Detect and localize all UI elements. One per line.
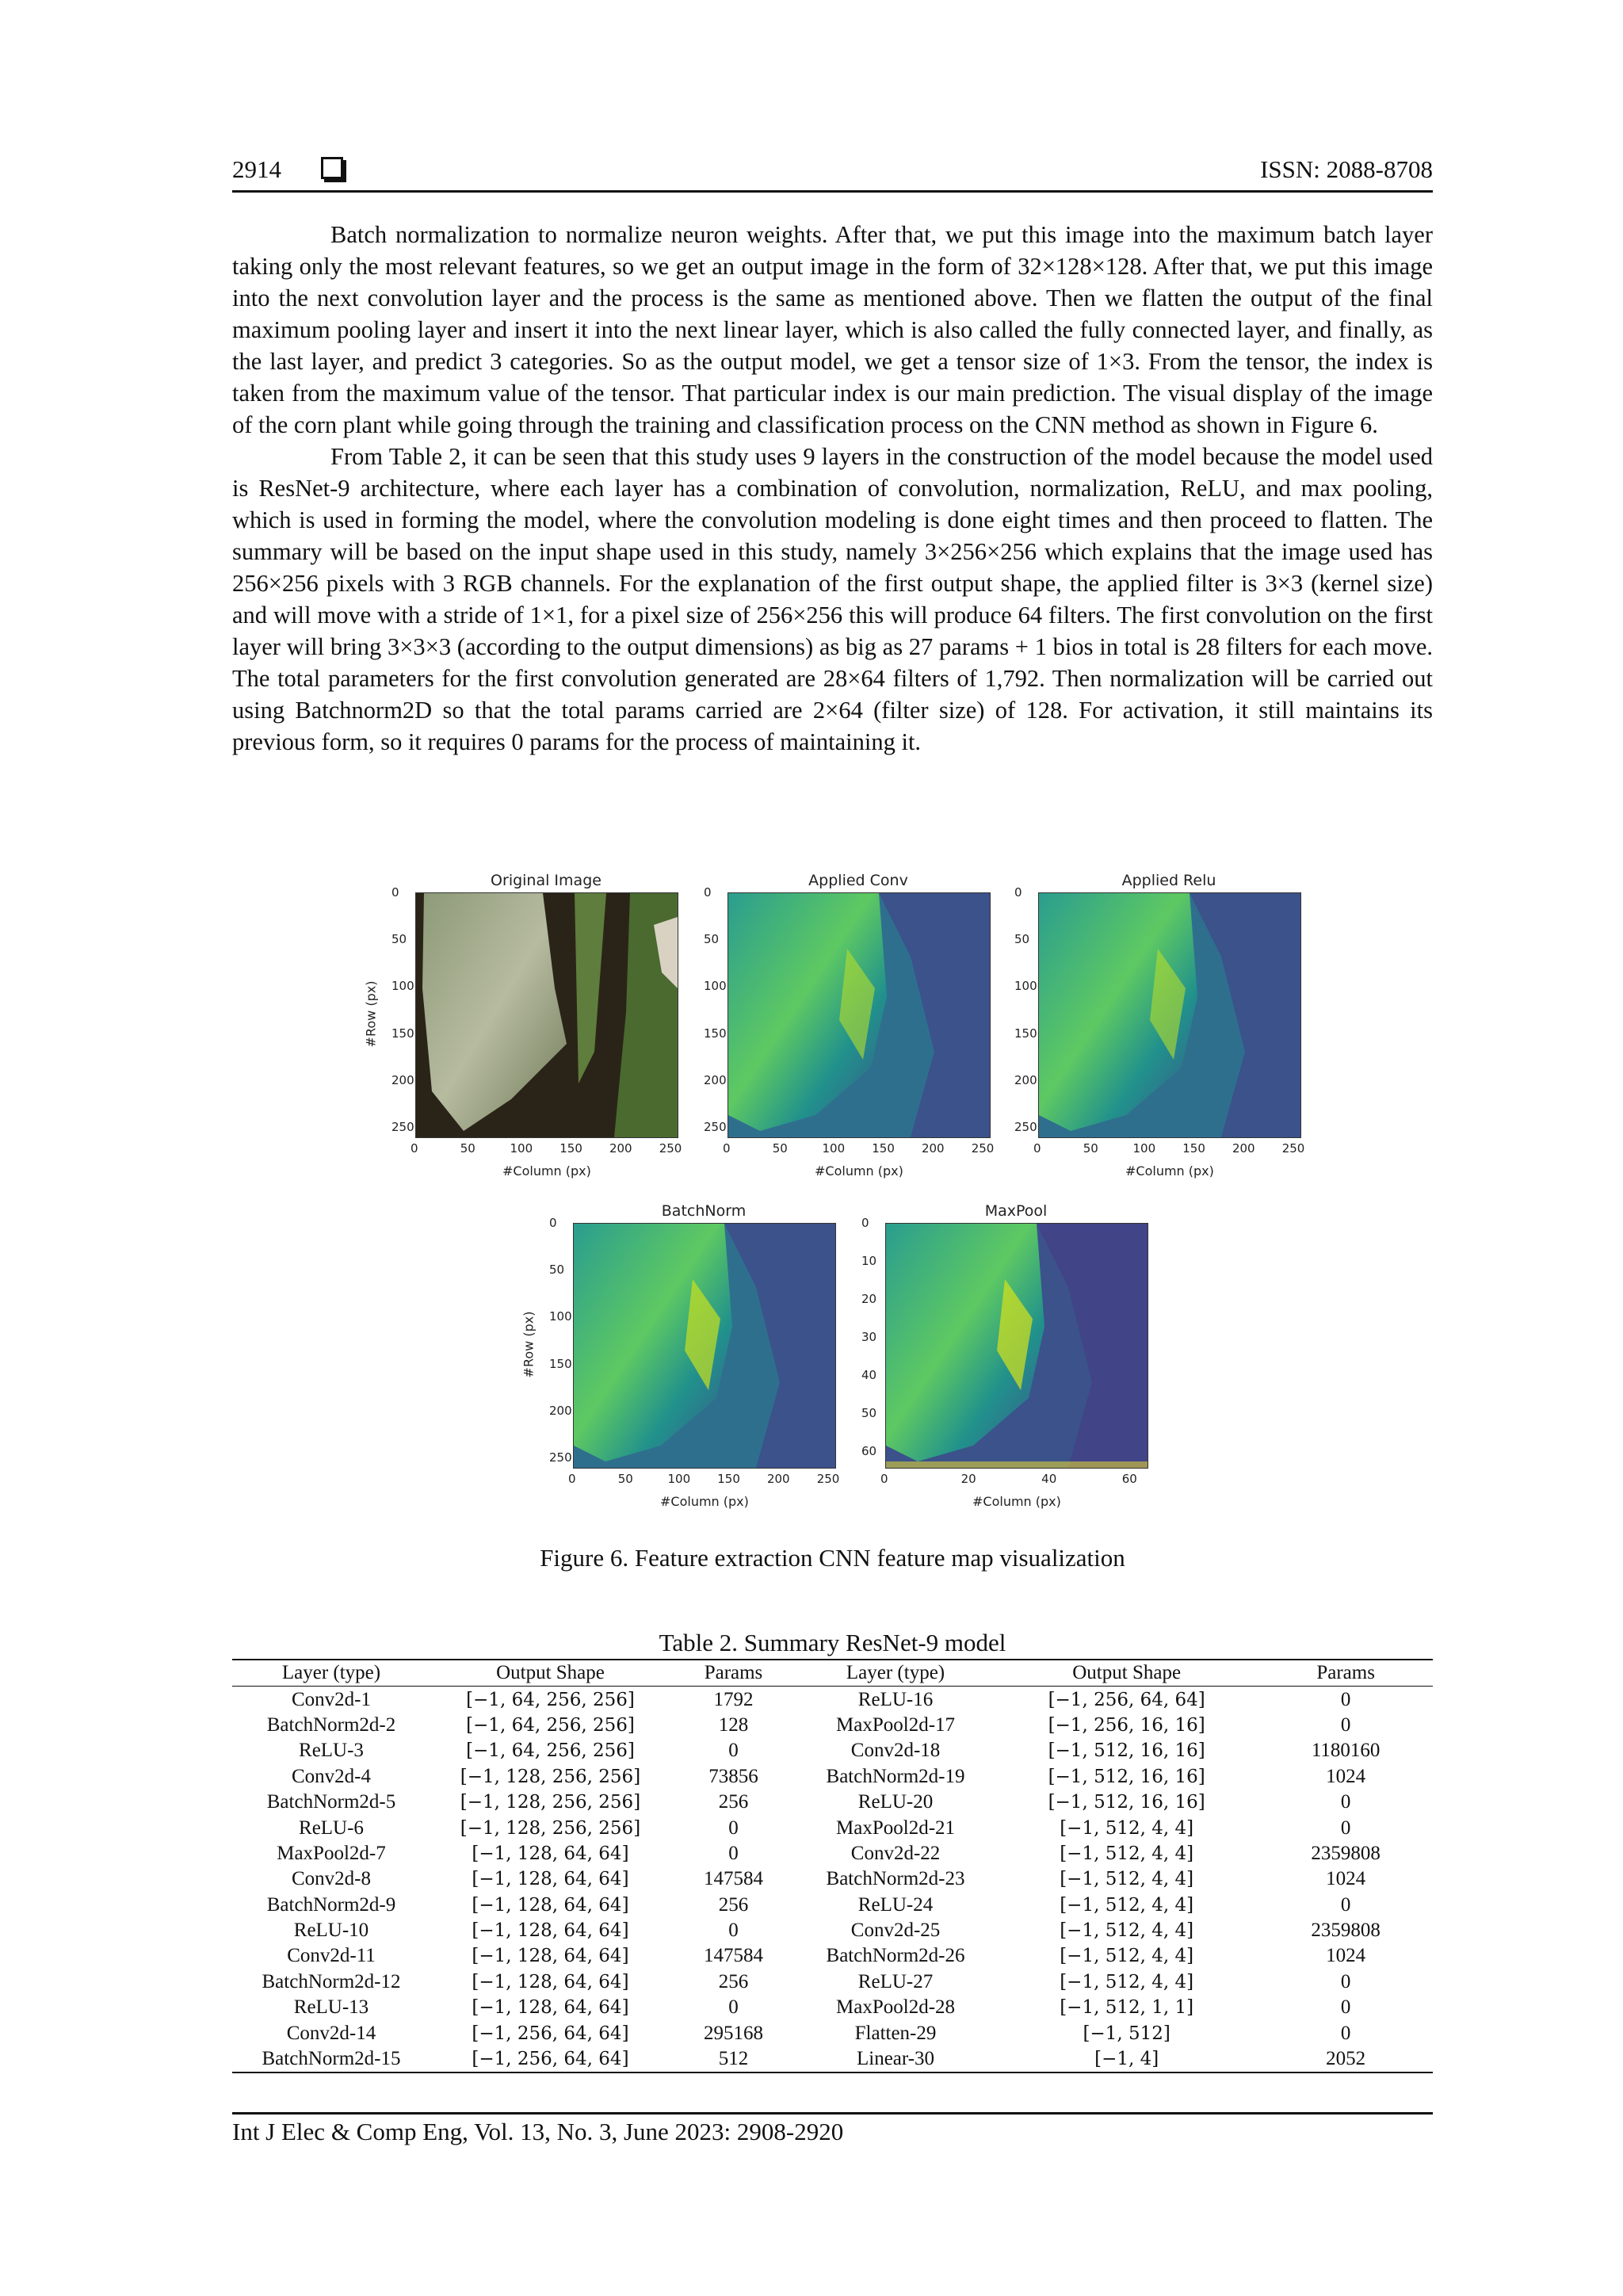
table-row (232, 1841, 1433, 1866)
table-row (232, 1738, 1433, 1763)
table-cell: ReLU-20 (857, 1791, 934, 1813)
table-cell: [−1, 128, 64, 64] (472, 1843, 629, 1864)
y-tick-label: 100 (549, 1309, 572, 1324)
table-cell: 0 (728, 1920, 739, 1942)
table-cell: 1024 (1326, 1945, 1366, 1967)
table-cell: 2052 (1258, 2046, 1433, 2073)
table-cell: [−1, 128, 64, 64] (472, 1920, 629, 1942)
x-tick-label: 0 (723, 1141, 731, 1156)
table-cell: MaxPool2d-21 (836, 1817, 956, 1839)
x-tick-label: 100 (1132, 1141, 1156, 1156)
table-cell: 1792 (713, 1688, 754, 1710)
x-tick-label: 200 (609, 1141, 632, 1156)
paragraph-1: Batch normalization to normalize neuron weights. After that, we put this image into the maximum batch layer taking only the most relevant features, so we get an output image in the form of 32×128×128. After that, we put this image into the next convolution layer and the process is the same as mentioned above. Then we flatten the output of the final maximum pooling layer and insert it into the next linear layer, which is also called the fully connected layer, and finally, as the last layer, and predict 3 categories. So as the output model, we get a tensor size of 1×3. From the tensor, the index is taken from the maximum value of the tensor. That particular index is our main prediction. The visual display of the image of the corn plant while going through the training and classification process on the CNN method as shown in Figure 6. (232, 221, 1433, 438)
table-cell: [−1, 128, 256, 256] (460, 1792, 641, 1813)
table-cell: Conv2d-22 (850, 1842, 941, 1864)
header-cell: Output Shape (430, 1660, 670, 1687)
table-cell: Conv2d-8 (291, 1868, 371, 1890)
x-tick-label: 250 (659, 1141, 682, 1156)
y-tick-label: 250 (391, 1120, 414, 1135)
table-cell: 1024 (1326, 1765, 1366, 1787)
y-tick-label: 150 (704, 1026, 727, 1041)
table-cell: Conv2d-4 (291, 1765, 371, 1787)
table-cell: [−1, 512, 4, 4] (1060, 1920, 1194, 1942)
header-cell: Layer (type) (232, 1660, 430, 1687)
table-cell: 0 (728, 1996, 739, 2019)
table-cell: MaxPool2d-28 (836, 1996, 956, 2019)
x-tick-label: 250 (1281, 1141, 1305, 1156)
table-cell: 1024 (1326, 1868, 1366, 1890)
table-cell: 128 (718, 1713, 749, 1736)
x-tick-label: 100 (822, 1141, 846, 1156)
y-tick-label: 250 (549, 1450, 572, 1465)
y-tick-label: 200 (549, 1403, 572, 1418)
table-cell: Conv2d-25 (850, 1920, 941, 1942)
y-tick-label: 50 (1014, 932, 1030, 947)
table-row (232, 1918, 1433, 1943)
original-image-plot (415, 892, 678, 1138)
table-cell: 0 (1340, 1817, 1351, 1839)
x-tick-label: 60 (1121, 1472, 1137, 1486)
y-tick-label: 200 (391, 1072, 414, 1087)
y-tick-label: 200 (1014, 1072, 1037, 1087)
table-cell: [−1, 128, 256, 256] (460, 1817, 641, 1839)
table-cell: 147584 (704, 1945, 763, 1967)
panel-original-image (415, 872, 677, 1137)
table-cell: [−1, 256, 64, 64] (1048, 1689, 1205, 1710)
x-tick-label: 100 (510, 1141, 533, 1156)
table-cell: [−1, 512, 1, 1] (1060, 1997, 1194, 2019)
xlabel-panel-1: #Column (px) (502, 1163, 591, 1179)
table-cell: 0 (1340, 1893, 1351, 1916)
table-cell: ReLU-13 (293, 1996, 369, 2019)
y-tick-label: 40 (861, 1367, 877, 1382)
xlabel-panel-2: #Column (px) (815, 1163, 903, 1179)
xlabel-panel-3: #Column (px) (1125, 1163, 1214, 1179)
table-cell: ReLU-6 (299, 1817, 364, 1839)
maxpool-plot (885, 1223, 1148, 1469)
page-number (232, 155, 343, 184)
x-tick-label: 50 (1083, 1141, 1098, 1156)
panel-title: Original Image (491, 872, 601, 889)
table-cell: 295168 (704, 2022, 763, 2044)
panel-title: Applied Relu (1121, 872, 1216, 889)
table-cell: BatchNorm2d-15 (232, 2046, 430, 2073)
table-cell: Conv2d-11 (287, 1945, 376, 1967)
table-cell: [−1, 512, 16, 16] (1048, 1740, 1205, 1762)
y-tick-label: 0 (391, 885, 399, 900)
table-row (232, 2020, 1433, 2046)
table-row (232, 1764, 1433, 1790)
x-tick-label: 0 (411, 1141, 418, 1156)
table-cell: [−1, 256, 64, 64] (430, 2046, 670, 2073)
x-tick-label: 200 (766, 1472, 790, 1486)
header-cell: Params (670, 1660, 796, 1687)
table-header-row (232, 1660, 1433, 1687)
table-cell: 0 (1340, 1713, 1351, 1736)
table-row (232, 1687, 1433, 1713)
y-tick-label: 0 (861, 1216, 869, 1230)
table-cell: BatchNorm2d-2 (266, 1713, 396, 1736)
table-cell: Conv2d-1 (291, 1688, 371, 1710)
table-cell: 147584 (704, 1868, 763, 1890)
ylabel-panel-1: #Row (px) (363, 980, 379, 1048)
y-tick-label: 50 (861, 1405, 877, 1420)
table-cell: [−1, 64, 256, 256] (466, 1689, 635, 1710)
table-row (232, 1995, 1433, 2020)
table-cell: 0 (728, 1740, 739, 1762)
table-cell: [−1, 512, 4, 4] (1060, 1946, 1194, 1967)
table-cell: BatchNorm2d-12 (262, 1970, 401, 1992)
ylabel-panel-4: #Row (px) (521, 1311, 537, 1378)
y-tick-label: 150 (549, 1356, 572, 1371)
table-cell: [−1, 64, 256, 256] (466, 1740, 635, 1762)
table-cell: 0 (1340, 1970, 1351, 1992)
panel-applied-conv (727, 872, 989, 1137)
y-tick-label: 30 (861, 1329, 877, 1344)
y-tick-label: 20 (861, 1291, 877, 1306)
x-tick-label: 20 (960, 1472, 976, 1486)
table-cell: [−1, 128, 64, 64] (472, 1869, 629, 1890)
footer-citation: Int J Elec & Comp Eng, Vol. 13, No. 3, June 2023: 2908-2920 (232, 2118, 844, 2145)
y-tick-label: 0 (1014, 885, 1022, 900)
table-cell: [−1, 128, 64, 64] (472, 1894, 629, 1916)
table-cell: MaxPool2d-17 (836, 1713, 956, 1736)
table-row (232, 2046, 1433, 2073)
panel-title: MaxPool (984, 1202, 1048, 1220)
x-tick-label: 0 (880, 1472, 888, 1486)
table-row (232, 1893, 1433, 1918)
table-cell: 2359808 (1311, 1920, 1381, 1942)
table-cell: 1180160 (1311, 1740, 1381, 1762)
table-cell: 2359808 (1311, 1842, 1381, 1864)
x-tick-label: 150 (717, 1472, 740, 1486)
x-tick-label: 250 (816, 1472, 840, 1486)
y-tick-label: 200 (704, 1072, 727, 1087)
footer-rule (232, 2112, 1433, 2115)
table-cell: [−1, 512, 4, 4] (1060, 1817, 1194, 1839)
y-tick-label: 10 (861, 1253, 877, 1268)
x-tick-label: 0 (1033, 1141, 1041, 1156)
table-cell: BatchNorm2d-23 (826, 1868, 965, 1890)
table-cell: ReLU-16 (857, 1688, 934, 1710)
header-cell: Output Shape (995, 1660, 1258, 1687)
table-cell: [−1, 64, 256, 256] (466, 1714, 635, 1736)
table-row (232, 1815, 1433, 1840)
x-tick-label: 200 (1232, 1141, 1255, 1156)
y-tick-label: 100 (1014, 979, 1037, 994)
table-cell: ReLU-24 (857, 1893, 934, 1916)
x-tick-label: 200 (921, 1141, 945, 1156)
x-tick-label: 150 (559, 1141, 582, 1156)
panel-batchnorm (573, 1202, 834, 1467)
table-row (232, 1790, 1433, 1815)
x-tick-label: 0 (568, 1472, 576, 1486)
table-cell: Linear-30 (796, 2046, 995, 2073)
applied-conv-plot (727, 892, 991, 1138)
x-tick-label: 50 (617, 1472, 633, 1486)
y-tick-label: 250 (704, 1120, 727, 1135)
table-cell: 0 (1340, 1996, 1351, 2019)
table-cell: 0 (728, 1817, 739, 1839)
applied-relu-plot (1038, 892, 1301, 1138)
x-tick-label: 150 (1182, 1141, 1205, 1156)
table-cell: [−1, 512, 16, 16] (1048, 1766, 1205, 1787)
body-text (232, 219, 1433, 758)
table-cell: 73856 (708, 1765, 758, 1787)
table-cell: [−1, 512, 16, 16] (1048, 1792, 1205, 1813)
table-row (232, 1969, 1433, 1995)
table-cell: Conv2d-14 (286, 2022, 376, 2044)
table-cell: [−1, 512, 4, 4] (1060, 1894, 1194, 1916)
batchnorm-plot (573, 1223, 836, 1469)
y-tick-label: 50 (704, 932, 720, 947)
xlabel-panel-4: #Column (px) (660, 1494, 749, 1509)
table-cell: [−1, 128, 64, 64] (472, 1971, 629, 1992)
x-tick-label: 100 (667, 1472, 691, 1486)
paragraph-2: From Table 2, it can be seen that this study uses 9 layers in the construction of the model because the model used is ResNet-9 architecture, where each layer has a combination of convolution, normalization, ReLU, and max pooling, which is used in forming the model, where the convolution modeling is done eight times and then proceed to flatten. The summary will be based on the input shape used in this study, namely 3×256×256 which explains that the image used has 256×256 pixels with 3 RGB channels. For the explanation of the first output shape, the applied filter is 3×3 (kernel size) and will move with a stride of 1×1, for a pixel size of 256×256 this will produce 64 filters. The first convolution on the first layer will bring 3×3×3 (according to the output dimensions) as big as 27 params + 1 bios in total is 28 filters for each move. The total parameters for the first convolution generated are 28×64 filters of 1,792. Then normalization will be carried out using Batchnorm2D so that the total params carried are 2×64 (filter size) of 128. For activation, it still maintains its previous form, so it requires 0 params for the process of maintaining it. (232, 443, 1433, 755)
table-row (232, 1713, 1433, 1738)
table-cell: [−1, 512, 4, 4] (1060, 1971, 1194, 1992)
header-rule (232, 190, 1433, 193)
header-cell: Layer (type) (796, 1660, 995, 1687)
table-cell: BatchNorm2d-9 (266, 1893, 396, 1916)
table-cell: ReLU-10 (293, 1920, 369, 1942)
figure-caption: Figure 6. Feature extraction CNN feature map visualization (540, 1544, 1125, 1572)
table-caption: Table 2. Summary ResNet-9 model (659, 1629, 1006, 1656)
x-tick-label: 40 (1041, 1472, 1057, 1486)
issn: ISSN: 2088-8708 (1260, 155, 1433, 183)
y-tick-label: 60 (861, 1443, 877, 1458)
table-cell: [−1, 256, 64, 64] (472, 2023, 629, 2044)
table-cell: BatchNorm2d-19 (826, 1765, 965, 1787)
y-tick-label: 100 (704, 979, 727, 994)
table-cell: 0 (1340, 1688, 1351, 1710)
y-tick-label: 50 (549, 1263, 565, 1278)
table-cell: [−1, 512, 4, 4] (1060, 1869, 1194, 1890)
y-tick-label: 0 (549, 1216, 557, 1230)
summary-table (232, 1659, 1433, 2073)
table-cell: 0 (728, 1842, 739, 1864)
table-cell: MaxPool2d-7 (277, 1842, 386, 1864)
table-cell: [−1, 128, 256, 256] (460, 1766, 641, 1787)
table-cell: 0 (1340, 1791, 1351, 1813)
panel-applied-relu (1038, 872, 1300, 1137)
table-row (232, 1866, 1433, 1892)
table-cell: 256 (718, 1970, 749, 1992)
y-tick-label: 100 (391, 979, 414, 994)
table-cell: [−1, 4] (995, 2046, 1258, 2073)
y-tick-label: 0 (704, 885, 712, 900)
x-tick-label: 250 (971, 1141, 995, 1156)
table-row (232, 1943, 1433, 1969)
xlabel-panel-5: #Column (px) (972, 1494, 1061, 1509)
table-cell: [−1, 512, 4, 4] (1060, 1843, 1194, 1864)
table-cell: [−1, 128, 64, 64] (472, 1946, 629, 1967)
table-cell: [−1, 512] (1083, 2023, 1170, 2044)
x-tick-label: 150 (872, 1141, 895, 1156)
table-cell: [−1, 128, 64, 64] (472, 1997, 629, 2019)
table-cell: [−1, 256, 16, 16] (1048, 1714, 1205, 1736)
y-tick-label: 50 (391, 932, 407, 947)
table-cell: 0 (1340, 2022, 1351, 2044)
table-cell: ReLU-27 (857, 1970, 934, 1992)
page-number-text: 2914 (232, 155, 281, 183)
table-cell: Flatten-29 (854, 2022, 937, 2044)
table-cell: 256 (718, 1791, 749, 1813)
panel-title: BatchNorm (661, 1202, 747, 1220)
table-cell: BatchNorm2d-26 (826, 1945, 965, 1967)
table-cell: 256 (718, 1893, 749, 1916)
table-cell: BatchNorm2d-5 (266, 1791, 396, 1813)
panel-title: Applied Conv (808, 872, 908, 889)
y-tick-label: 150 (391, 1026, 414, 1041)
table-cell: 512 (670, 2046, 796, 2073)
y-tick-label: 150 (1014, 1026, 1037, 1041)
x-tick-label: 50 (460, 1141, 475, 1156)
table-cell: ReLU-3 (299, 1740, 364, 1762)
header-cell: Params (1258, 1660, 1433, 1687)
x-tick-label: 50 (772, 1141, 788, 1156)
table-cell: Conv2d-18 (850, 1740, 941, 1762)
checkbox-square-icon (321, 157, 343, 179)
panel-maxpool (885, 1202, 1147, 1467)
y-tick-label: 250 (1014, 1120, 1037, 1135)
